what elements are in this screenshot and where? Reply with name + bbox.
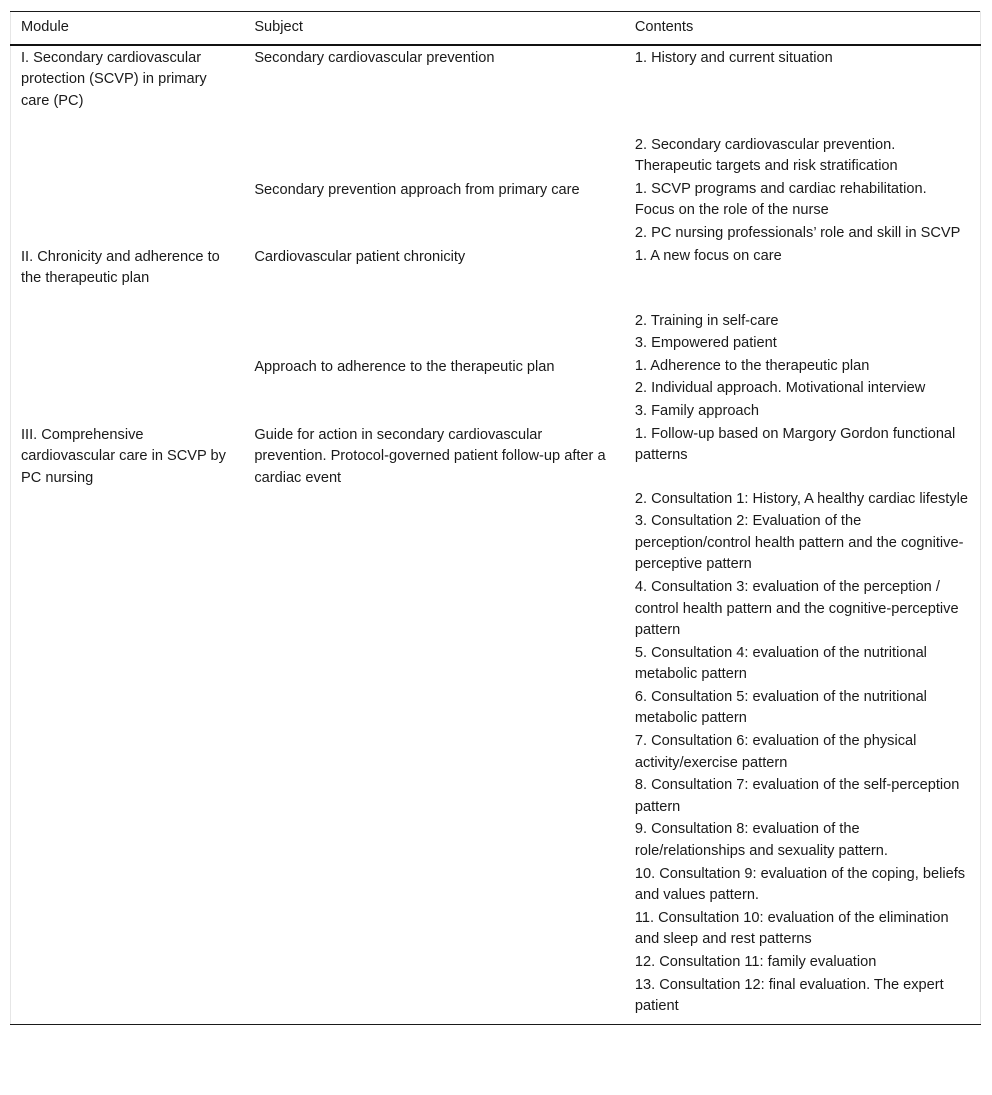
column-header-module: Module	[11, 12, 245, 45]
table-row	[11, 424, 981, 489]
subject-cell: Approach to adherence to the therapeutic plan	[254, 358, 555, 375]
module-cell: III. Comprehensive cardiovascular care in SCVP by PC nursing	[21, 426, 226, 486]
contents-cell: 12. Consultation 11: family evaluation	[634, 954, 877, 970]
contents-cell: 2. Training in self-care	[634, 312, 779, 329]
curriculum-table	[10, 11, 981, 1025]
contents-cell: 9. Consultation 8: evaluation of the role/relationships and sexuality pattern.	[634, 821, 888, 860]
column-header-contents: Contents	[625, 12, 981, 45]
table-row	[11, 45, 981, 135]
table-container	[10, 11, 981, 1025]
contents-cell: 3. Empowered patient	[634, 335, 777, 352]
subject-cell: Guide for action in secondary cardiovascular prevention. Protocol-governed patient follow-up after a cardiac event	[254, 426, 606, 486]
column-header-subject: Subject	[244, 12, 625, 45]
contents-cell: 2. PC nursing professionals’ role and skill in SCVP	[634, 224, 961, 241]
contents-cell: 13. Consultation 12: final evaluation. The expert patient	[634, 976, 944, 1015]
contents-cell: 2. Secondary cardiovascular prevention. Therapeutic targets and risk stratification	[634, 136, 898, 175]
contents-cell: 1. History and current situation	[634, 49, 833, 66]
contents-cell: 1. Follow-up based on Margory Gordon functional patterns	[634, 425, 956, 464]
contents-cell: 1. SCVP programs and cardiac rehabilitation. Focus on the role of the nurse	[634, 180, 927, 219]
contents-cell: 3. Consultation 2: Evaluation of the perception/control health pattern and the cognitive-perceptive pattern	[634, 513, 964, 573]
contents-cell: 7. Consultation 6: evaluation of the physical activity/exercise pattern	[634, 733, 917, 771]
contents-cell: 1. Adherence to the therapeutic plan	[634, 357, 870, 374]
contents-cell: 10. Consultation 9: evaluation of the coping, beliefs and values pattern.	[634, 865, 966, 904]
contents-cell: 6. Consultation 5: evaluation of the nutritional metabolic pattern	[634, 688, 927, 727]
contents-cell: 2. Individual approach. Motivational interview	[634, 380, 926, 397]
subject-cell: Cardiovascular patient chronicity	[254, 248, 466, 265]
contents-cell: 11. Consultation 10: evaluation of the elimination and sleep and rest patterns	[634, 909, 949, 948]
contents-cell: 3. Family approach	[634, 402, 759, 419]
contents-cell: 2. Consultation 1: History, A healthy cardiac lifestyle	[634, 490, 968, 507]
module-cell: II. Chronicity and adherence to the therapeutic plan	[21, 248, 220, 287]
module-cell: I. Secondary cardiovascular protection (SCVP) in primary care (PC)	[21, 49, 207, 109]
header-row	[11, 12, 981, 45]
contents-cell: 8. Consultation 7: evaluation of the self-perception pattern	[634, 777, 960, 815]
table-row	[11, 246, 981, 311]
contents-cell: 1. A new focus on care	[634, 247, 782, 264]
subject-cell: Secondary cardiovascular prevention	[254, 49, 495, 66]
contents-cell: 4. Consultation 3: evaluation of the perception / control health pattern and the cognitive-perceptive pattern	[634, 578, 959, 639]
subject-cell: Secondary prevention approach from primary care	[254, 181, 580, 198]
contents-cell: 5. Consultation 4: evaluation of the nutritional metabolic pattern	[634, 644, 927, 683]
